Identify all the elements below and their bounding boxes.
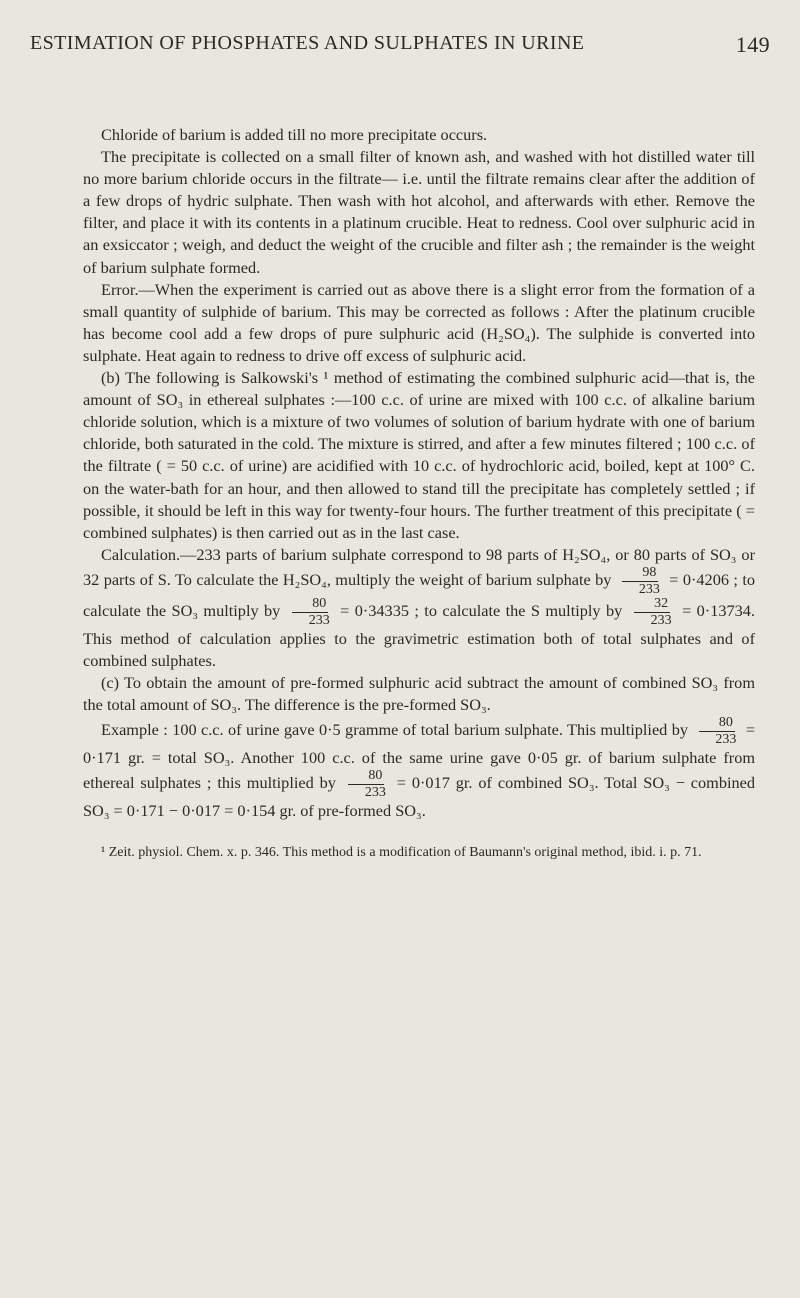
footnote: ¹ Zeit. physiol. Chem. x. p. 346. This method is a modification of Baumann's original method, ibid. i. p. 71. — [101, 845, 702, 861]
paragraph-preformed: (c) To obtain the amount of pre-formed sulphuric acid subtract the amount of combined SO₃ from the total amount of SO₃. The difference is the pre-formed SO₃. — [83, 673, 755, 715]
paragraph-precipitate: The precipitate is collected on a small filter of known ash, and washed with hot distilled water till no more barium chloride occurs in the filtrate— i.e. until the filtrate remains clear after the addition of a few drops of hydric sulphate. Then wash with hot alcohol, and afterwards with ether. Remove the filter, and place it with its contents in a platinum crucible. Heat to redness. Cool over sulphuric acid in an exsiccator ; weigh, and deduct the weight of the crucible and filter ash ; the remainder is the weight of barium sulphate formed. — [83, 147, 755, 277]
paragraph-salkowski-method: (b) The following is Salkowski's ¹ method of estimating the combined sulphuric acid—that is, the amount of SO₃ in ethereal sulphates :—100 c.c. of urine are mixed with 100 c.c. of alkaline barium chloride solution, which is a mixture of two volumes of solution of barium hydrate with one of barium chloride, both saturated in the cold. The mixture is stirred, and after a few minutes filtered ; 100 c.c. of the filtrate ( = 50 c.c. of urine) are acidified with 10 c.c. of hydrochloric acid, boiled, kept at 100° C. on the water-bath for an hour, and then allowed to stand till the precipitate has completely settled ; if possible, it should be left in this way for twenty-four hours. The further treatment of this precipitate ( = combined sulphates) is then carried out as in the last case. — [83, 368, 755, 542]
fraction-numerator: 80 — [292, 597, 328, 613]
fraction-numerator: 80 — [699, 716, 735, 732]
fraction-combined-so3 — [345, 769, 388, 800]
example-text: Example : 100 c.c. of urine gave 0·5 gramme of total barium sulphate. This multiplied by — [101, 720, 688, 740]
body-text — [83, 124, 755, 876]
calculation-text: Calculation.—233 parts of barium sulphate correspond to 98 parts of H₂SO₄, or 80 parts of SO₃ or 32 parts of S. To calculate the H₂SO₄, multiply the weight of barium sulphate by — [83, 544, 755, 590]
fraction-s — [631, 597, 674, 628]
fraction-denominator: 233 — [638, 581, 660, 597]
calculation-text: = 0·34335 ; to calculate the S multiply by — [340, 601, 623, 621]
calculation-text: = 0·4206 ; to calculate the SO₃ multiply by — [83, 570, 755, 621]
fraction-denominator: 233 — [308, 612, 330, 628]
fraction-numerator: 32 — [634, 597, 670, 613]
fraction-total-so3 — [695, 716, 738, 747]
fraction-denominator: 233 — [650, 612, 672, 628]
paragraph-calculation — [83, 544, 755, 672]
paragraph-chloride: Chloride of barium is added till no more precipitate occurs. — [101, 125, 488, 144]
fraction-denominator: 233 — [715, 732, 737, 748]
fraction-numerator: 80 — [348, 769, 384, 785]
paragraph-example — [83, 716, 755, 822]
fraction-denominator: 233 — [364, 785, 386, 801]
fraction-numerator: 98 — [622, 566, 658, 582]
example-text: = 0·017 gr. of combined SO₃. Total SO₃ − combined SO₃ = 0·171 − 0·017 = 0·154 gr. of pre-formed SO₃. — [83, 773, 756, 821]
fraction-h2so4 — [619, 566, 662, 597]
paragraph-error: Error.—When the experiment is carried out as above there is a slight error from the formation of a small quantity of sulphide of barium. This may be corrected as follows : After the platinum crucible has become cool add a few drops of pure sulphuric acid (H₂SO₄). The sulphide is converted into sulphate. Heat again to redness to drive off excess of sulphuric acid. — [83, 279, 755, 365]
running-title: ESTIMATION OF PHOSPHATES AND SULPHATES IN URINE — [30, 32, 585, 54]
page-number: 149 — [735, 32, 770, 57]
example-text: = 0·171 gr. = total SO₃. Another 100 c.c. of the same urine gave 0·05 gr. of barium sulphate from ethereal sulphates ; this multiplied by — [83, 720, 755, 793]
calculation-text: = 0·13734. This method of calculation applies to the gravimetric estimation both of total sulphates and of combined sulphates. — [83, 601, 755, 670]
fraction-so3 — [289, 597, 332, 628]
running-header — [30, 32, 770, 66]
